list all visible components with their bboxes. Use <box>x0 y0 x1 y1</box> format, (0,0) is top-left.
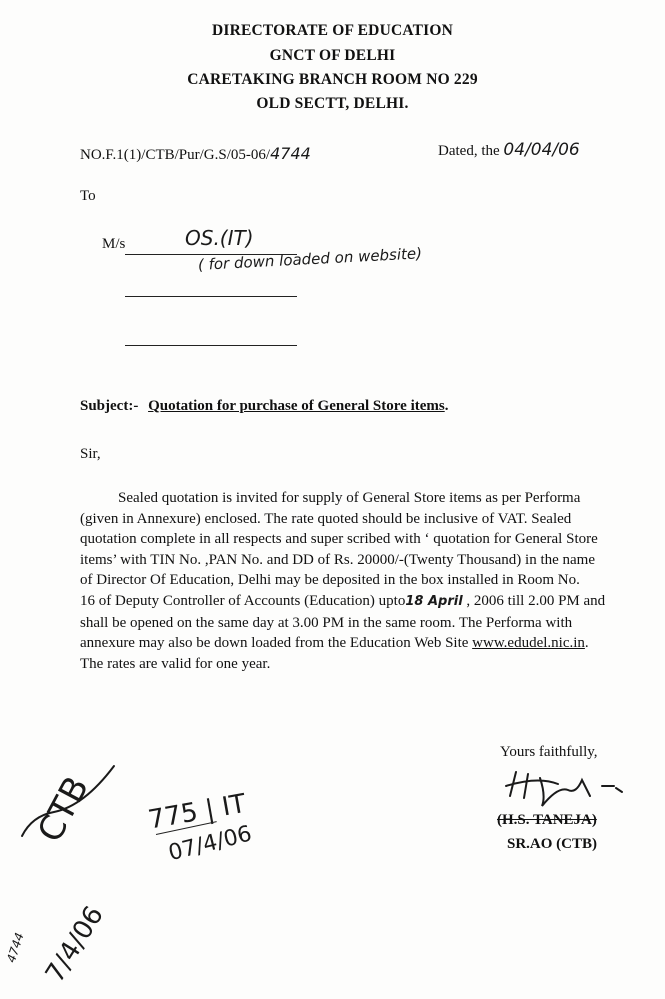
it-margin-date: 07/4/06 <box>166 821 255 867</box>
it-margin-number: 775 | IT <box>146 788 249 836</box>
body-paragraph <box>80 488 606 674</box>
subject-period: . <box>444 398 449 414</box>
body-line: shall be opened on the same day at 3.00 PM in the same room. The Performa with <box>80 614 573 631</box>
reference-number-handwritten: 4744 <box>270 144 311 163</box>
to-label: To <box>80 188 96 204</box>
subject <box>80 398 448 415</box>
header-gnct: GNCT OF DELHI <box>269 47 396 64</box>
deadline-handwritten: 18 April <box>405 593 463 609</box>
ctb-margin-number: 4744 <box>4 930 27 965</box>
website-note-handwritten: ( for down loaded on website) <box>197 244 423 274</box>
body-line: Sealed quotation is invited for supply of General Store items as per Performa <box>118 490 581 506</box>
addressee-handwritten: OS.(IT) <box>185 226 254 250</box>
salutation: Sir, <box>80 446 101 462</box>
reference-number <box>80 144 311 164</box>
dated <box>438 140 580 160</box>
body-line-deadline <box>80 591 606 613</box>
signatory-name: (H.S. TANEJA) <box>497 812 597 828</box>
header-branch: CARETAKING BRANCH ROOM NO 229 <box>187 71 478 88</box>
body-line: (given in Annexure) enclosed. The rate quoted should be inclusive of VAT. Sealed <box>80 510 572 527</box>
yours-faithfully: Yours faithfully, <box>500 744 598 760</box>
body-line: items’ with TIN No. ,PAN No. and DD of Rs. 20000/-(Twenty Thousand) in the name <box>80 551 596 568</box>
body-line-website-a: annexure may also be down loaded from the Education Web Site <box>80 635 473 652</box>
subject-text: Quotation for purchase of General Store items <box>148 398 445 414</box>
ctb-margin-note: CTB <box>30 770 98 849</box>
body-line-website <box>80 633 600 654</box>
date-handwritten: 04/04/06 <box>503 140 580 160</box>
ctb-margin-date: 7/4/06 <box>40 901 110 988</box>
header-address: OLD SECTT, DELHI. <box>256 95 409 112</box>
header-directorate: DIRECTORATE OF EDUCATION <box>211 22 454 39</box>
body-line-deadline-a: 16 of Deputy Controller of Accounts (Education) upto <box>80 592 406 609</box>
website-link[interactable]: www.edudel.nic.in <box>472 635 585 652</box>
subject-label: Subject:- <box>80 398 139 414</box>
dated-label: Dated, the <box>438 143 500 159</box>
addressee-line-3 <box>125 345 297 346</box>
signature-scribble <box>498 766 648 812</box>
body-line: The rates are valid for one year. <box>80 655 271 672</box>
body-line-deadline-b: , 2006 till 2.00 PM and <box>462 592 606 609</box>
ms-label: M/s <box>102 236 126 252</box>
reference-number-text: NO.F.1(1)/CTB/Pur/G.S/05-06/ <box>80 147 271 163</box>
addressee-line-2 <box>125 296 297 297</box>
signatory-designation: SR.AO (CTB) <box>507 836 598 852</box>
body-line: of Director Of Education, Delhi may be deposited in the box installed in Room No. <box>80 572 580 589</box>
ctb-loop-stroke <box>14 760 134 840</box>
body-line: quotation complete in all respects and super scribed with ‘ quotation for General Store <box>80 531 598 548</box>
body-line-website-b: . <box>584 635 589 652</box>
